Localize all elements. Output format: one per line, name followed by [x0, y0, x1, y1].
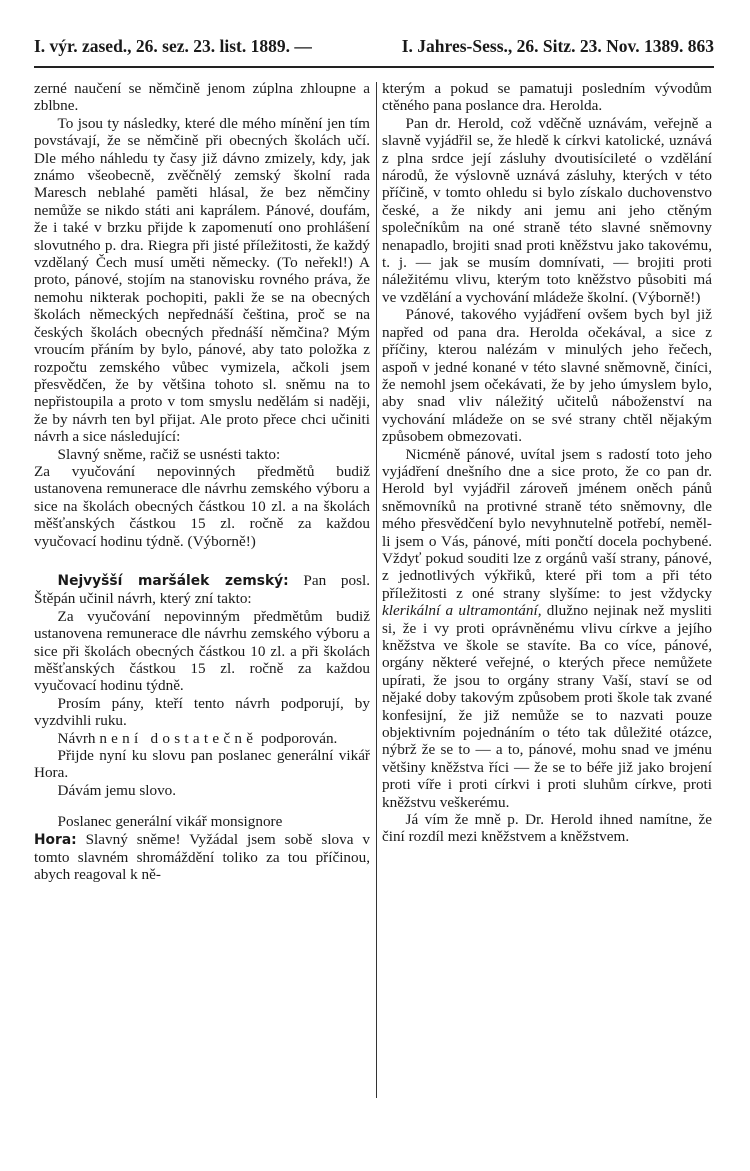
paragraph: Prosím pány, kteří tento návrh podporují, by vyzdvihli ruku. [34, 694, 370, 730]
spaced-text: není dostatečně [99, 729, 258, 747]
paragraph [382, 446, 712, 812]
paragraph: Dávám jemu slovo. [57, 781, 177, 799]
text-run: Poslanec generální vikář monsignore [57, 813, 283, 831]
running-header [34, 36, 714, 66]
paragraph: Pánové, takového vyjádření ovšem bych byl již napřed od pana dra. Herolda očekával, a sice z příčiny, kterou nalézám v minulých jeho řečech, aspoň v jedné konané v této slavné sněmovně, činíci, že nemohl jsem očekávati, že by jeho úmyslem bylo, aby snad vliv náležitý učitelů náboženství na vychování mládeže on se své strany chtěl nějakým způsobem obmezovati. [382, 306, 712, 446]
motion-text: Za vyučování nepovinným předmětům budiž ustanovena remunerace dle návrhu zemského výboru a sice při školách obecných částkou 10 zl. a při školách měšťanských částkou 15 zl. ročně za každou vyučovací hodinu týdně. [34, 607, 370, 695]
text-run: dlužno nejinak než mysliti si, že i vy proti oprávněnému vlivu církve a jejího kněžstva ve škole se stavíte. Ba co více, pánové, orgány některé veřejné, o kterých přece nemůžete upírati, že jsou to orgány strany Vaší, staví se od nějaké doby takovým způsobem proti škole tak zvané konfesijní, že již nemůže se to nazvati pouze objektivním pojednáním o této tak důležité otázce, nýbrž že se to — a to, pánové, mohu snad ve jménu většiny kněžstva říci — že se to béře již jako brojení proti víře i proti církvi i proti sluhům církve, proti kněžstvu veškerému. [382, 602, 712, 811]
text-run: Návrh [57, 729, 100, 747]
speaker-name: Nejvyšší maršálek zemský: [57, 572, 289, 589]
italic-text: klerikální a ultramontání, [382, 602, 542, 620]
paragraph [34, 813, 370, 884]
speaker-name: Hora: [34, 831, 77, 848]
column-divider [376, 82, 377, 1098]
header-rule [34, 66, 714, 68]
left-column [34, 80, 370, 1151]
right-column [382, 80, 712, 1151]
text-run: Nicméně pánové, uvítal jsem s radostí toto jeho vyjádření dnešního dne a sice proto, že co pan dr. Herold byl vyjádřil zároveň jménem oněch pánů sněmovníků na protivné straně této sněmovny, dle mého přesvědčení bylo nevyhnutelně potřebí, neměl-li jsem o Vás, pánové, míti pončtí docela pochybené. Vždyť pokud souditi lze z orgánů vaší strany, pánové, z jednotlivých výkřiků, které při tom a při této příležitosti z oné strany slyšíme: to jest vždycky [382, 445, 712, 602]
paragraph [34, 572, 370, 608]
paragraph: To jsou ty následky, které dle mého mínění jen tím povstávají, že se němčině při obecných školách učí. Dle mého náhledu ty časy již dávno zmizely, kdy, jak známo všeobecně, zvěčnělý zemský školní rada Maresch neblahé paměti hlásal, že bez němčiny nemůže se nikdo státi ani kaprálem. Pánové, doufám, že i také v brzku přijde k zapomenutí ono prohlášení slovutného p. dra. Riegra při jisté příležitosti, že každý vzdělaný Čech musí uměti německy. (To neřekl!) A proto, pánové, stojím na stanovisku rovného práva, že nemohu nikterak pochopiti, pakli že se na obecných školách německých nepřednáší čeština, proč se na českých školách obecných přednáší němčina? Mým vroucím přáním by bylo, pánové, aby tato položka z rozpočtu zemského vůbec vymizela, ačkoli jsem přesvědčen, že by většina tohoto sl. sněmu na to nepřistoupila a proto v tom smyslu nedělám si naději, že by návrh ten byl přijat. Ale proto přece chci učiniti návrh a sice následující: [34, 114, 370, 446]
paragraph: Pan dr. Herold, což vděčně uznávám, veřejně a slavně vyjádřil se, že hledě k církvi katolické, uznává z plna srdce její zásluhy dvoutisícileté o vzdělání národů, že výslovně uznává zásluhy, kterých v této příčině, v tomto ohledu si bylo získalo duchovenstvo české, a že nikdy ani jemu ani jeho ctěným společníkům na oné straně této slavné sněmovny nenapadlo, brojiti snad proti kněžstvu jako takovému, t. j. — jak se musím domnívati, — brojiti proti náležitému vlivu, kterým toto kněžstvo působiti má ve vzdělání a vychování mládeže školní. (Výborně!) [382, 114, 712, 306]
paragraph: Já vím že mně p. Dr. Herold ihned namítne, že činí rozdíl mezi kněžstvem a kněžstvem. [382, 811, 712, 846]
paragraph: kterým a pokud se pamatuji posledním vývodům ctěného pana poslance dra. Herolda. [382, 80, 712, 115]
text-run: podporován. [257, 729, 338, 747]
speech-text: Slavný sněme! Vyžádal jsem sobě slova v tomto slavném shromáždění toliko za tou příčinou, abych reagoval k ně- [34, 830, 370, 884]
paragraph [34, 730, 370, 747]
header-left: I. výr. zased., 26. sez. 23. list. 1889. — [34, 36, 312, 56]
motion-text: Za vyučování nepovinných předmětů budiž ustanovena remunerace dle návrhu zemského výboru a sice na školách obecných částkou 10 zl. a na školách měšťanských částkou 15 zl. ročně za každou vyučovací hodinu týdně. (Výborně!) [34, 462, 370, 550]
header-right: I. Jahres-Sess., 26. Sitz. 23. Nov. 1389. 863 [401, 36, 714, 56]
paragraph: Slavný sněme, račiž se usnésti takto: [57, 445, 281, 463]
paragraph: Přijde nyní ku slovu pan poslanec generální vikář Hora. [34, 747, 370, 782]
speech-text: Pan posl. Štěpán učinil návrh, který zní takto: [34, 571, 370, 608]
paragraph: zerné naučení se němčině jenom zúplna zhloupne a zblbne. [34, 80, 370, 115]
